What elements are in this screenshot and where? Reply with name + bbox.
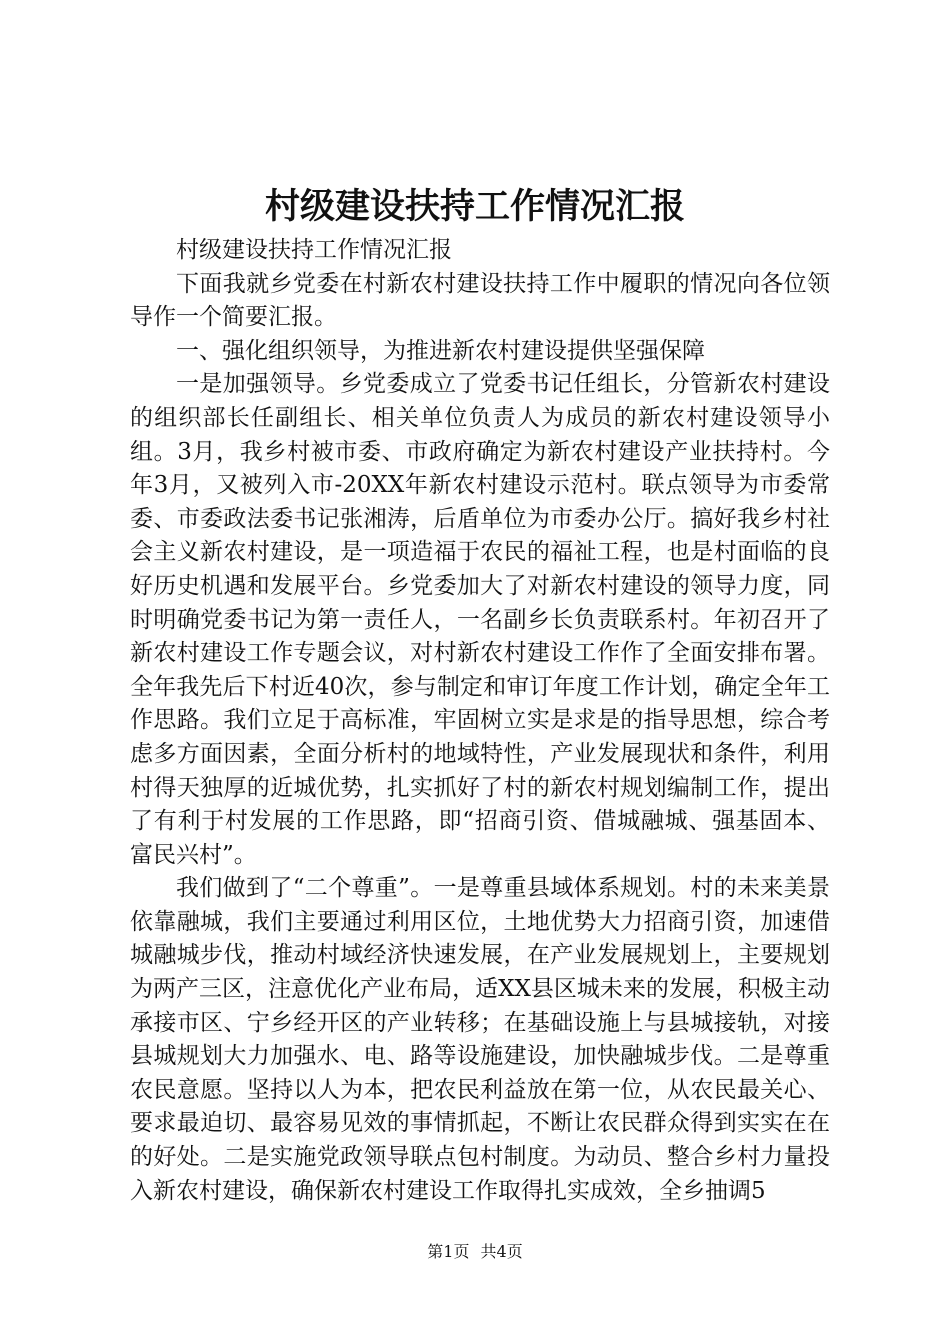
paragraph-two-respects: 我们做到了“二个尊重”。一是尊重县域体系规划。村的未来美景依靠融城，我们主要通过利用区位，土地优势大力招商引资，加速借城融城步伐，推动村域经济快速发展，在产业发展规划上，主要规划为两产三区，注意优化产业布局，适XX县区城未来的发展，积极主动承接市区、宁乡经开区的产业转移；在基础设施上与县城接轨，对接县城规划大力加强水、电、路等设施建设，加快融城步伐。二是尊重农民意愿。坚持以人为本，把农民利益放在第一位，从农民最关心、要求最迫切、最容易见效的事情抓起，不断让农民群众得到实实在在的好处。二是实施党政领导联点包村制度。为动员、整合乡村力量投入新农村建设，确保新农村建设工作取得扎实成效，全乡抽调5 <box>130 875 830 1204</box>
page-footer <box>0 1242 950 1262</box>
page-number: 第1页 <box>427 1242 470 1261</box>
paragraph-intro: 下面我就乡党委在村新农村建设扶持工作中履职的情况向各位领导作一个简要汇报。 <box>130 270 830 331</box>
page-total: 共4页 <box>480 1242 523 1261</box>
section-heading: 一、强化组织领导，为推进新农村建设提供坚强保障 <box>176 337 705 364</box>
document-title: 村级建设扶持工作情况汇报 <box>264 186 685 227</box>
paragraph-subtitle: 村级建设扶持工作情况汇报 <box>176 237 452 263</box>
paragraph-leadership: 一是加强领导。乡党委成立了党委书记任组长，分管新农村建设的组织部长任副组长、相关单位负责人为成员的新农村建设领导小组。3月，我乡村被市委、市政府确定为新农村建设产业扶持村。今年3月，又被列入市-20XX年新农村建设示范村。联点领导为市委常委、市委政法委书记张湘涛，后盾单位为市委办公厅。搞好我乡村社会主义新农村建设，是一项造福于农民的福祉工程，也是村面临的良好历史机遇和发展平台。乡党委加大了对新农村建设的领导力度，同时明确党委书记为第一责任人，一名副乡长负责联系村。年初召开了新农村建设工作专题会议，对村新农村建设工作作了全面安排布署。全年我先后下村近40次，参与制定和审订年度工作计划，确定全年工作思路。我们立足于高标准，牢固树立实是求是的指导思想，综合考虑多方面因素，全面分析村的地域特性，产业发展现状和条件，利用村得天独厚的近城优势，扎实抓好了村的新农村规划编制工作，提出了有利于村发展的工作思路，即“招商引资、借城融城、强基固本、富民兴村”。 <box>130 371 830 868</box>
document-body <box>130 234 830 1208</box>
